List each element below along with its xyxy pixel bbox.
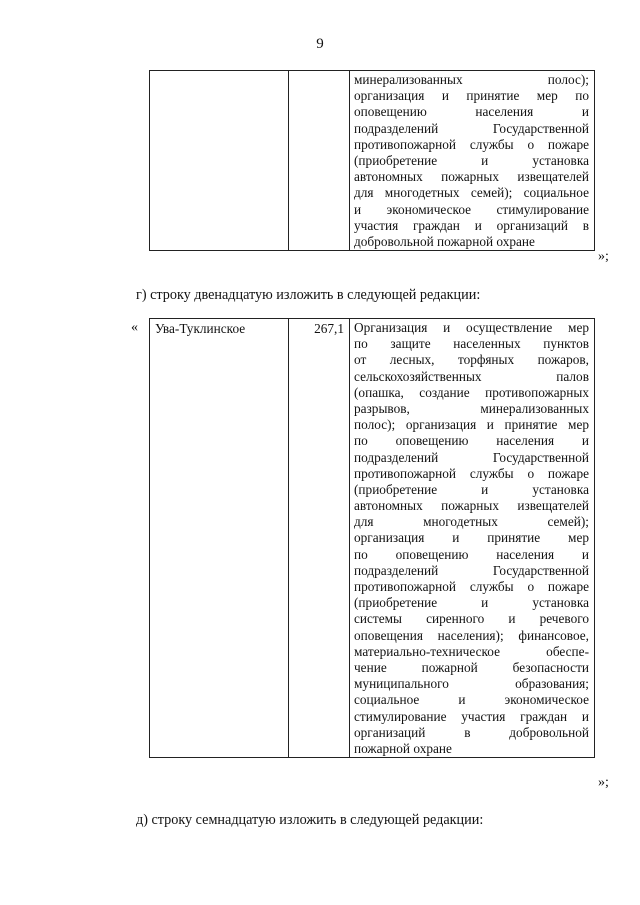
text-line: автономных пожарных извещателей xyxy=(354,498,589,514)
text-line: стимулирование участия граждан и xyxy=(354,708,589,724)
paragraph-g: г) строку двенадцатую изложить в следующей редакции: xyxy=(136,287,481,303)
text-line: полос); организация и принятие мер xyxy=(354,417,589,433)
measures-text xyxy=(350,319,594,757)
page-number: 9 xyxy=(316,36,324,52)
text-line: по оповещению населения и xyxy=(354,546,589,562)
text-line: противопожарной службы о пожаре xyxy=(354,579,589,594)
text-line: для многодетных семей); социальное xyxy=(354,185,589,201)
text-line: для многодетных семей); xyxy=(354,514,589,530)
text-line: чение пожарной безопасности xyxy=(354,659,589,675)
text-line: добровольной пожарной охране xyxy=(354,233,535,249)
measures-text xyxy=(350,71,594,250)
text-line: организаций в добровольной xyxy=(354,724,589,740)
text-line: социальное и экономическое xyxy=(354,692,589,708)
text-line: оповещения населения); финансовое, xyxy=(354,627,589,643)
text-line: (приобретение и установка xyxy=(354,595,589,611)
text-line: организация и принятие мер по xyxy=(354,88,589,104)
text-line: (опашка, создание противопожарных xyxy=(354,384,589,400)
text-line: материально-техническое обеспе- xyxy=(354,643,589,659)
text-line: минерализованных полос); xyxy=(354,72,589,87)
table-cell-measures xyxy=(350,319,595,758)
settlement-name: Ува-Туклинское xyxy=(155,321,246,336)
text-line: противопожарной службы о пожаре xyxy=(354,465,589,481)
text-line: подразделений Государственной xyxy=(354,120,589,136)
table-cell-measures xyxy=(350,71,595,251)
text-line: системы сиренного и речевого xyxy=(354,611,589,627)
text-line: (приобретение и установка xyxy=(354,481,589,497)
closing-quote: »; xyxy=(598,249,609,264)
table-row xyxy=(150,71,595,251)
text-line: пожарной охране xyxy=(354,740,452,756)
text-line: муниципального образования; xyxy=(354,676,589,692)
table-cell-amount xyxy=(289,71,350,251)
text-line: подразделений Государственной xyxy=(354,562,589,578)
table-fragment-2 xyxy=(149,318,595,758)
text-line: противопожарной службы о пожаре xyxy=(354,136,589,152)
table-fragment-1 xyxy=(149,70,595,251)
opening-quote: « xyxy=(131,320,138,335)
table-cell-name xyxy=(150,71,289,251)
text-line: сельскохозяйственных палов xyxy=(354,368,589,384)
text-line: подразделений Государственной xyxy=(354,449,589,465)
table-cell-amount xyxy=(289,319,350,758)
text-line: по защите населенных пунктов xyxy=(354,336,589,352)
text-line: оповещению населения и xyxy=(354,104,589,120)
text-line: разрывов, минерализованных xyxy=(354,400,589,416)
text-line: и экономическое стимулирование xyxy=(354,201,589,217)
table-row xyxy=(150,319,595,758)
paragraph-d: д) строку семнадцатую изложить в следующей редакции: xyxy=(136,812,484,828)
closing-quote: »; xyxy=(598,775,609,790)
amount-value: 267,1 xyxy=(314,321,344,336)
text-line: автономных пожарных извещателей xyxy=(354,169,589,185)
text-line: по оповещению населения и xyxy=(354,433,589,449)
text-line: Организация и осуществление мер xyxy=(354,320,589,335)
text-line: участия граждан и организаций в xyxy=(354,217,589,233)
text-line: от лесных, торфяных пожаров, xyxy=(354,352,589,368)
table-cell-name xyxy=(150,319,289,758)
text-line: (приобретение и установка xyxy=(354,152,589,168)
text-line: организация и принятие мер xyxy=(354,530,589,546)
